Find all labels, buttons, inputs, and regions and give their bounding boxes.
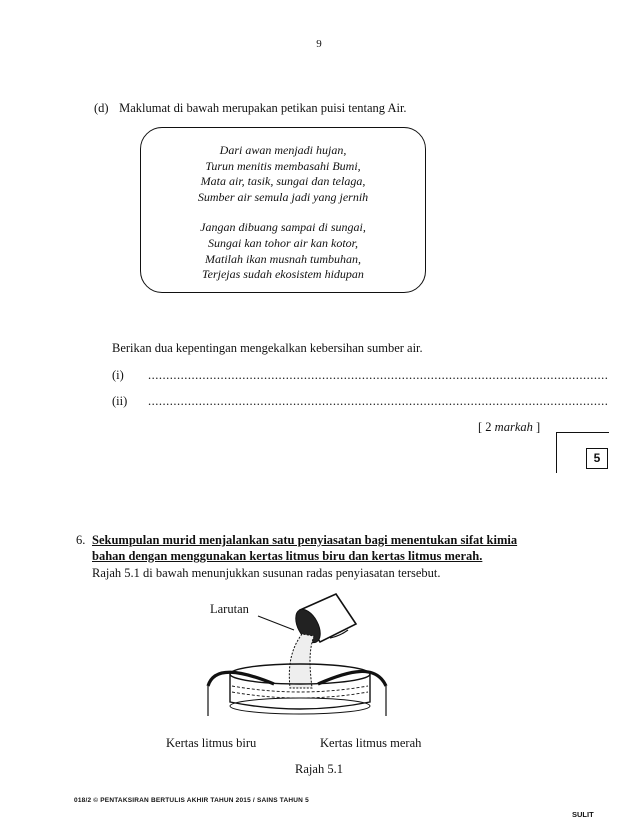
question-6-text-line2: bahan dengan menggunakan kertas litmus biru dan kertas litmus merah.	[92, 549, 483, 563]
label-blue-litmus: Kertas litmus biru	[166, 736, 257, 750]
question-d-text: Maklumat di bawah merupakan petikan puisi tentang Air.	[119, 101, 407, 115]
liquid-stream	[289, 634, 314, 688]
answer-prompt: Berikan dua kepentingan mengekalkan kebersihan sumber air.	[112, 341, 423, 355]
poem-line: Matilah ikan musnah tumbuhan,	[205, 251, 361, 266]
answer-dots: ...............................................................................................................................	[148, 368, 609, 382]
answer-line-i[interactable]	[112, 368, 609, 383]
poem-line: Jangan dibuang sampai di sungai,	[200, 220, 366, 235]
question-d	[94, 101, 407, 116]
label-red-litmus: Kertas litmus merah	[320, 736, 422, 750]
answer-number: (ii)	[112, 394, 128, 408]
stanza-gap	[141, 205, 425, 220]
answer-dots: ...............................................................................................................................	[148, 394, 609, 408]
poem-line: Terjejas sudah ekosistem hidupan	[202, 267, 364, 282]
marks-label: [ 2 markah ]	[478, 420, 541, 434]
figure-caption: Rajah 5.1	[295, 762, 343, 776]
page-number: 9	[316, 38, 322, 50]
apparatus-figure	[190, 590, 450, 720]
poem-line: Sungai kan tohor air kan kotor,	[208, 235, 358, 250]
label-larutan: Larutan	[210, 602, 249, 616]
answer-number: (i)	[112, 368, 124, 382]
marks-word: markah	[494, 420, 533, 434]
answer-line-ii[interactable]	[112, 394, 609, 409]
question-6-text-line3: Rajah 5.1 di bawah menunjukkan susunan radas penyiasatan tersebut.	[92, 566, 441, 580]
question-d-label: (d)	[94, 101, 109, 115]
poem-line: Dari awan menjadi hujan,	[219, 143, 347, 157]
sulit-label: SULIT	[572, 810, 594, 819]
poem-line: Mata air, tasik, sungai dan telaga,	[200, 174, 366, 189]
score-box: 5	[586, 448, 608, 469]
question-6-number: 6.	[76, 533, 86, 547]
footer-text: 018/2 © PENTAKSIRAN BERTULIS AKHIR TAHUN 2015 / SAINS TAHUN 5	[74, 797, 309, 804]
poem-box	[140, 127, 426, 293]
question-6-text-line1: Sekumpulan murid menjalankan satu penyiasatan bagi menentukan sifat kimia	[92, 533, 518, 547]
poem-line: Turun menitis membasahi Bumi,	[205, 158, 361, 173]
label-pointer	[258, 616, 294, 630]
poem-line: Sumber air semula jadi yang jernih	[197, 189, 369, 204]
